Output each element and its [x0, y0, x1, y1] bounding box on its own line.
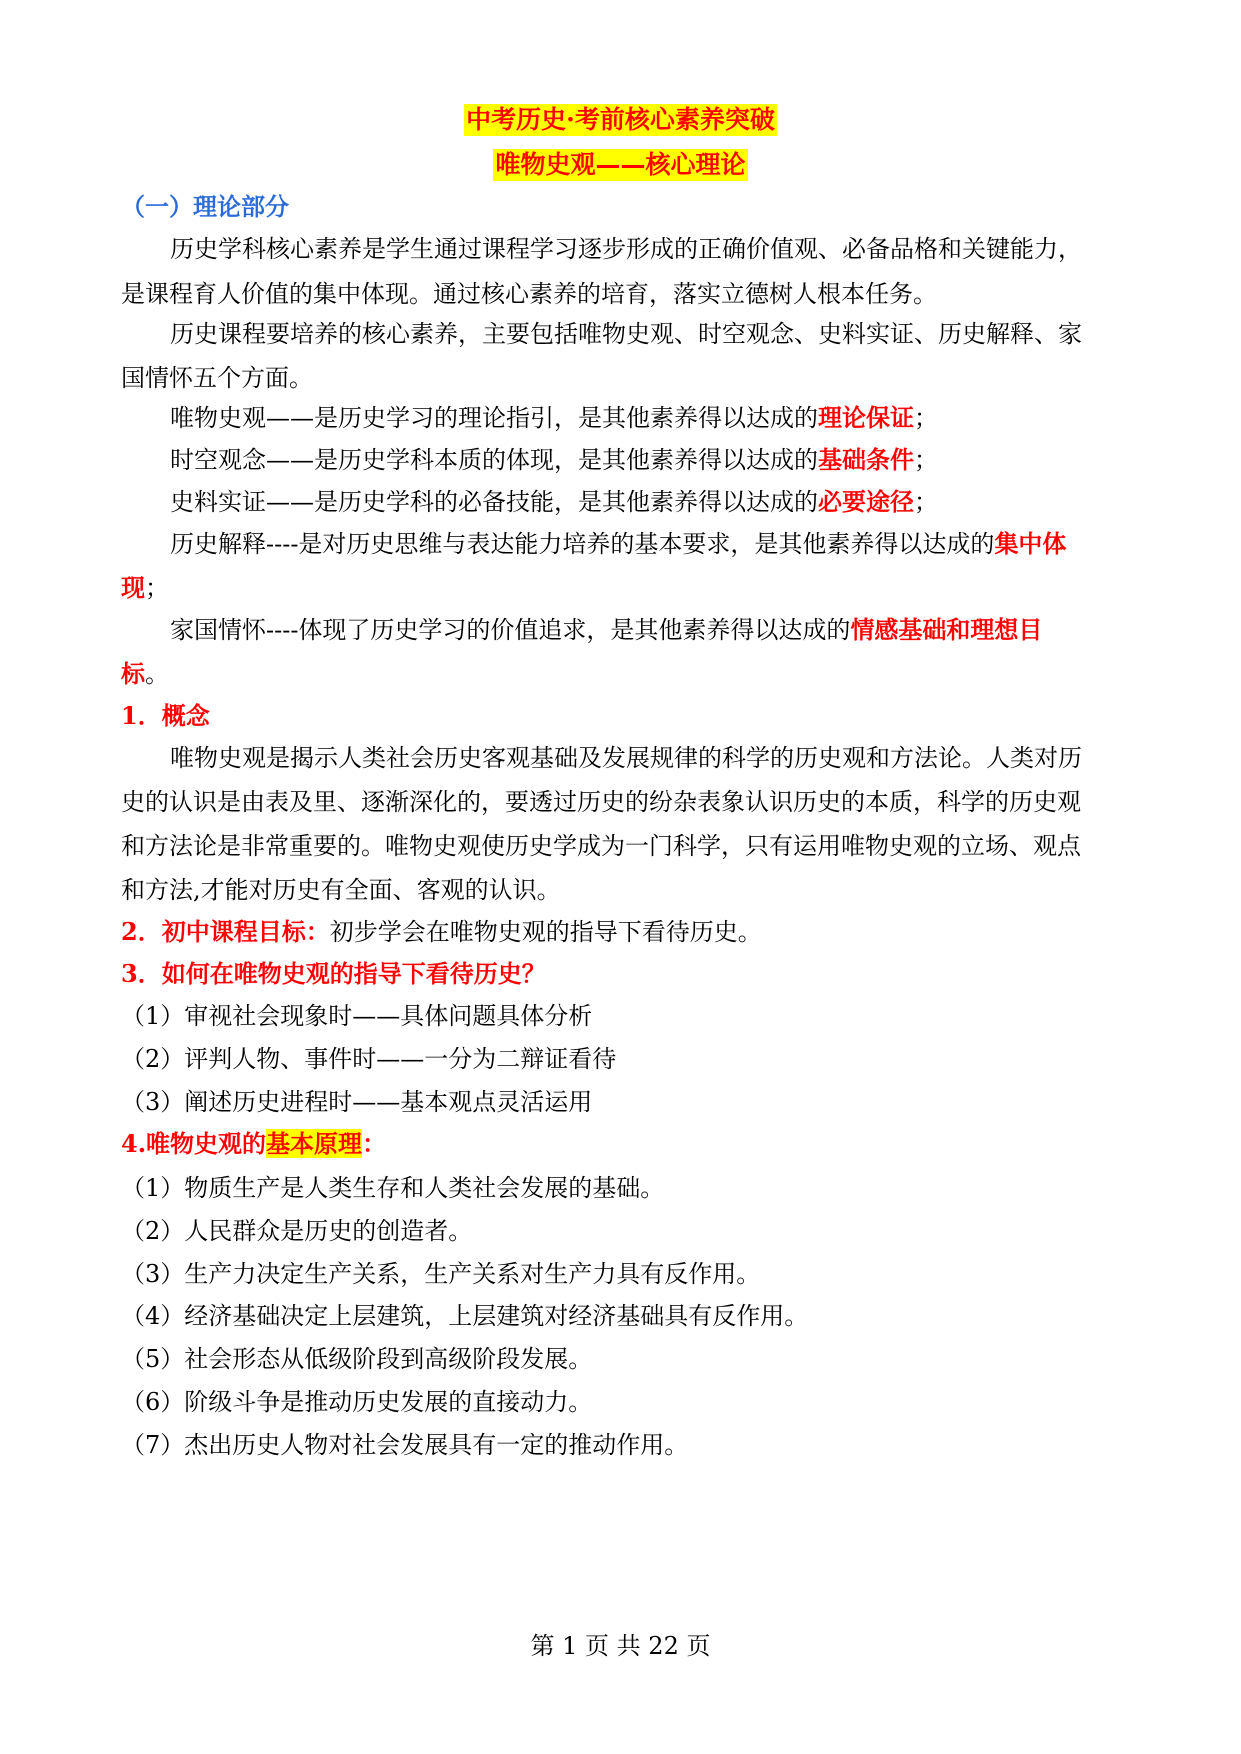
- literacy-text: 历史解释----是对历史思维与表达能力培养的基本要求，是其他素养得以达成的: [170, 530, 995, 558]
- list-item: （2）评判人物、事件时——一分为二辩证看待: [121, 1045, 617, 1073]
- literacy-end: ；: [914, 488, 938, 516]
- paragraph-1-line-1: 历史学科核心素养是学生通过课程学习逐步形成的正确价值观、必备品格和关键能力，: [170, 235, 1082, 263]
- literacy-keyword: 理论保证: [818, 403, 914, 432]
- literacy-materialism: [170, 402, 938, 434]
- list-item: （4）经济基础决定上层建筑，上层建筑对经济基础具有反作用。: [121, 1302, 809, 1330]
- paragraph-2-line-1: 历史课程要培养的核心素养，主要包括唯物史观、时空观念、史料实证、历史解释、家: [170, 320, 1082, 348]
- list-item: （7）杰出历史人物对社会发展具有一定的推动作用。: [121, 1431, 689, 1459]
- goal-row: [121, 916, 762, 948]
- list-item: （3）生产力决定生产关系，生产关系对生产力具有反作用。: [121, 1260, 761, 1288]
- concept-line-1: 唯物史观是揭示人类社会历史客观基础及发展规律的科学的历史观和方法论。人类对历: [170, 744, 1082, 772]
- literacy-keyword: 必要途径: [818, 487, 914, 516]
- literacy-keyword: 基础条件: [818, 445, 914, 474]
- list-item: （3）阐述历史进程时——基本观点灵活运用: [121, 1088, 593, 1116]
- sub-title-row: [0, 149, 1241, 181]
- concept-heading: 1．概念: [121, 701, 210, 730]
- literacy-text: 时空观念——是历史学科本质的体现，是其他素养得以达成的: [170, 446, 818, 474]
- literacy-text: 史料实证——是历史学科的必备技能，是其他素养得以达成的: [170, 488, 818, 516]
- literacy-evidence: [170, 486, 938, 518]
- literacy-end: ；: [914, 446, 938, 474]
- how-heading: 3．如何在唯物史观的指导下看待历史？: [121, 959, 546, 988]
- main-title: 中考历史·考前核心素养突破: [466, 105, 775, 134]
- literacy-interpretation-cont: [121, 572, 169, 604]
- goal-text: 初步学会在唯物史观的指导下看待历史。: [329, 918, 762, 946]
- concept-line-4: 和方法,才能对历史有全面、客观的认识。: [121, 876, 561, 904]
- list-item: （1）审视社会现象时——具体问题具体分析: [121, 1002, 593, 1030]
- paragraph-1-line-2: 是课程育人价值的集中体现。通过核心素养的培育，落实立德树人根本任务。: [121, 280, 937, 308]
- principles-heading-highlight: 基本原理: [266, 1129, 363, 1158]
- goal-heading: 2．初中课程目标：: [121, 917, 330, 946]
- literacy-end: 。: [145, 660, 169, 688]
- list-item: （6）阶级斗争是推动历史发展的直接动力。: [121, 1388, 593, 1416]
- literacy-end: ；: [914, 404, 938, 432]
- list-item: （2）人民群众是历史的创造者。: [121, 1217, 473, 1245]
- paragraph-2-line-2: 国情怀五个方面。: [121, 364, 313, 392]
- main-title-row: [0, 104, 1241, 136]
- page-footer: 第 1 页 共 22 页: [530, 1632, 711, 1660]
- principles-heading-c: ：: [362, 1129, 387, 1158]
- literacy-interpretation: [170, 528, 1066, 560]
- principles-heading-a: 4.唯物史观的: [121, 1129, 267, 1158]
- literacy-keyword: 现: [121, 573, 145, 602]
- literacy-keyword: 集中体: [994, 529, 1067, 558]
- literacy-end: ；: [145, 574, 169, 602]
- section-heading-theory: （一）理论部分: [121, 192, 289, 221]
- literacy-text: 家国情怀----体现了历史学习的价值追求，是其他素养得以达成的: [170, 616, 851, 644]
- literacy-homeland: [170, 614, 1042, 646]
- literacy-keyword: 情感基础和理想目: [850, 615, 1043, 644]
- list-item: （5）社会形态从低级阶段到高级阶段发展。: [121, 1345, 593, 1373]
- literacy-keyword: 标: [121, 659, 145, 688]
- literacy-spacetime: [170, 444, 938, 476]
- literacy-homeland-cont: [121, 658, 169, 690]
- principles-heading: [121, 1128, 386, 1160]
- list-item: （1）物质生产是人类生存和人类社会发展的基础。: [121, 1174, 665, 1202]
- sub-title: 唯物史观——核心理论: [495, 150, 746, 179]
- concept-line-3: 和方法论是非常重要的。唯物史观使历史学成为一门科学，只有运用唯物史观的立场、观点: [121, 832, 1081, 860]
- concept-line-2: 史的认识是由表及里、逐渐深化的，要透过历史的纷杂表象认识历史的本质，科学的历史观: [121, 788, 1081, 816]
- literacy-text: 唯物史观——是历史学习的理论指引，是其他素养得以达成的: [170, 404, 818, 432]
